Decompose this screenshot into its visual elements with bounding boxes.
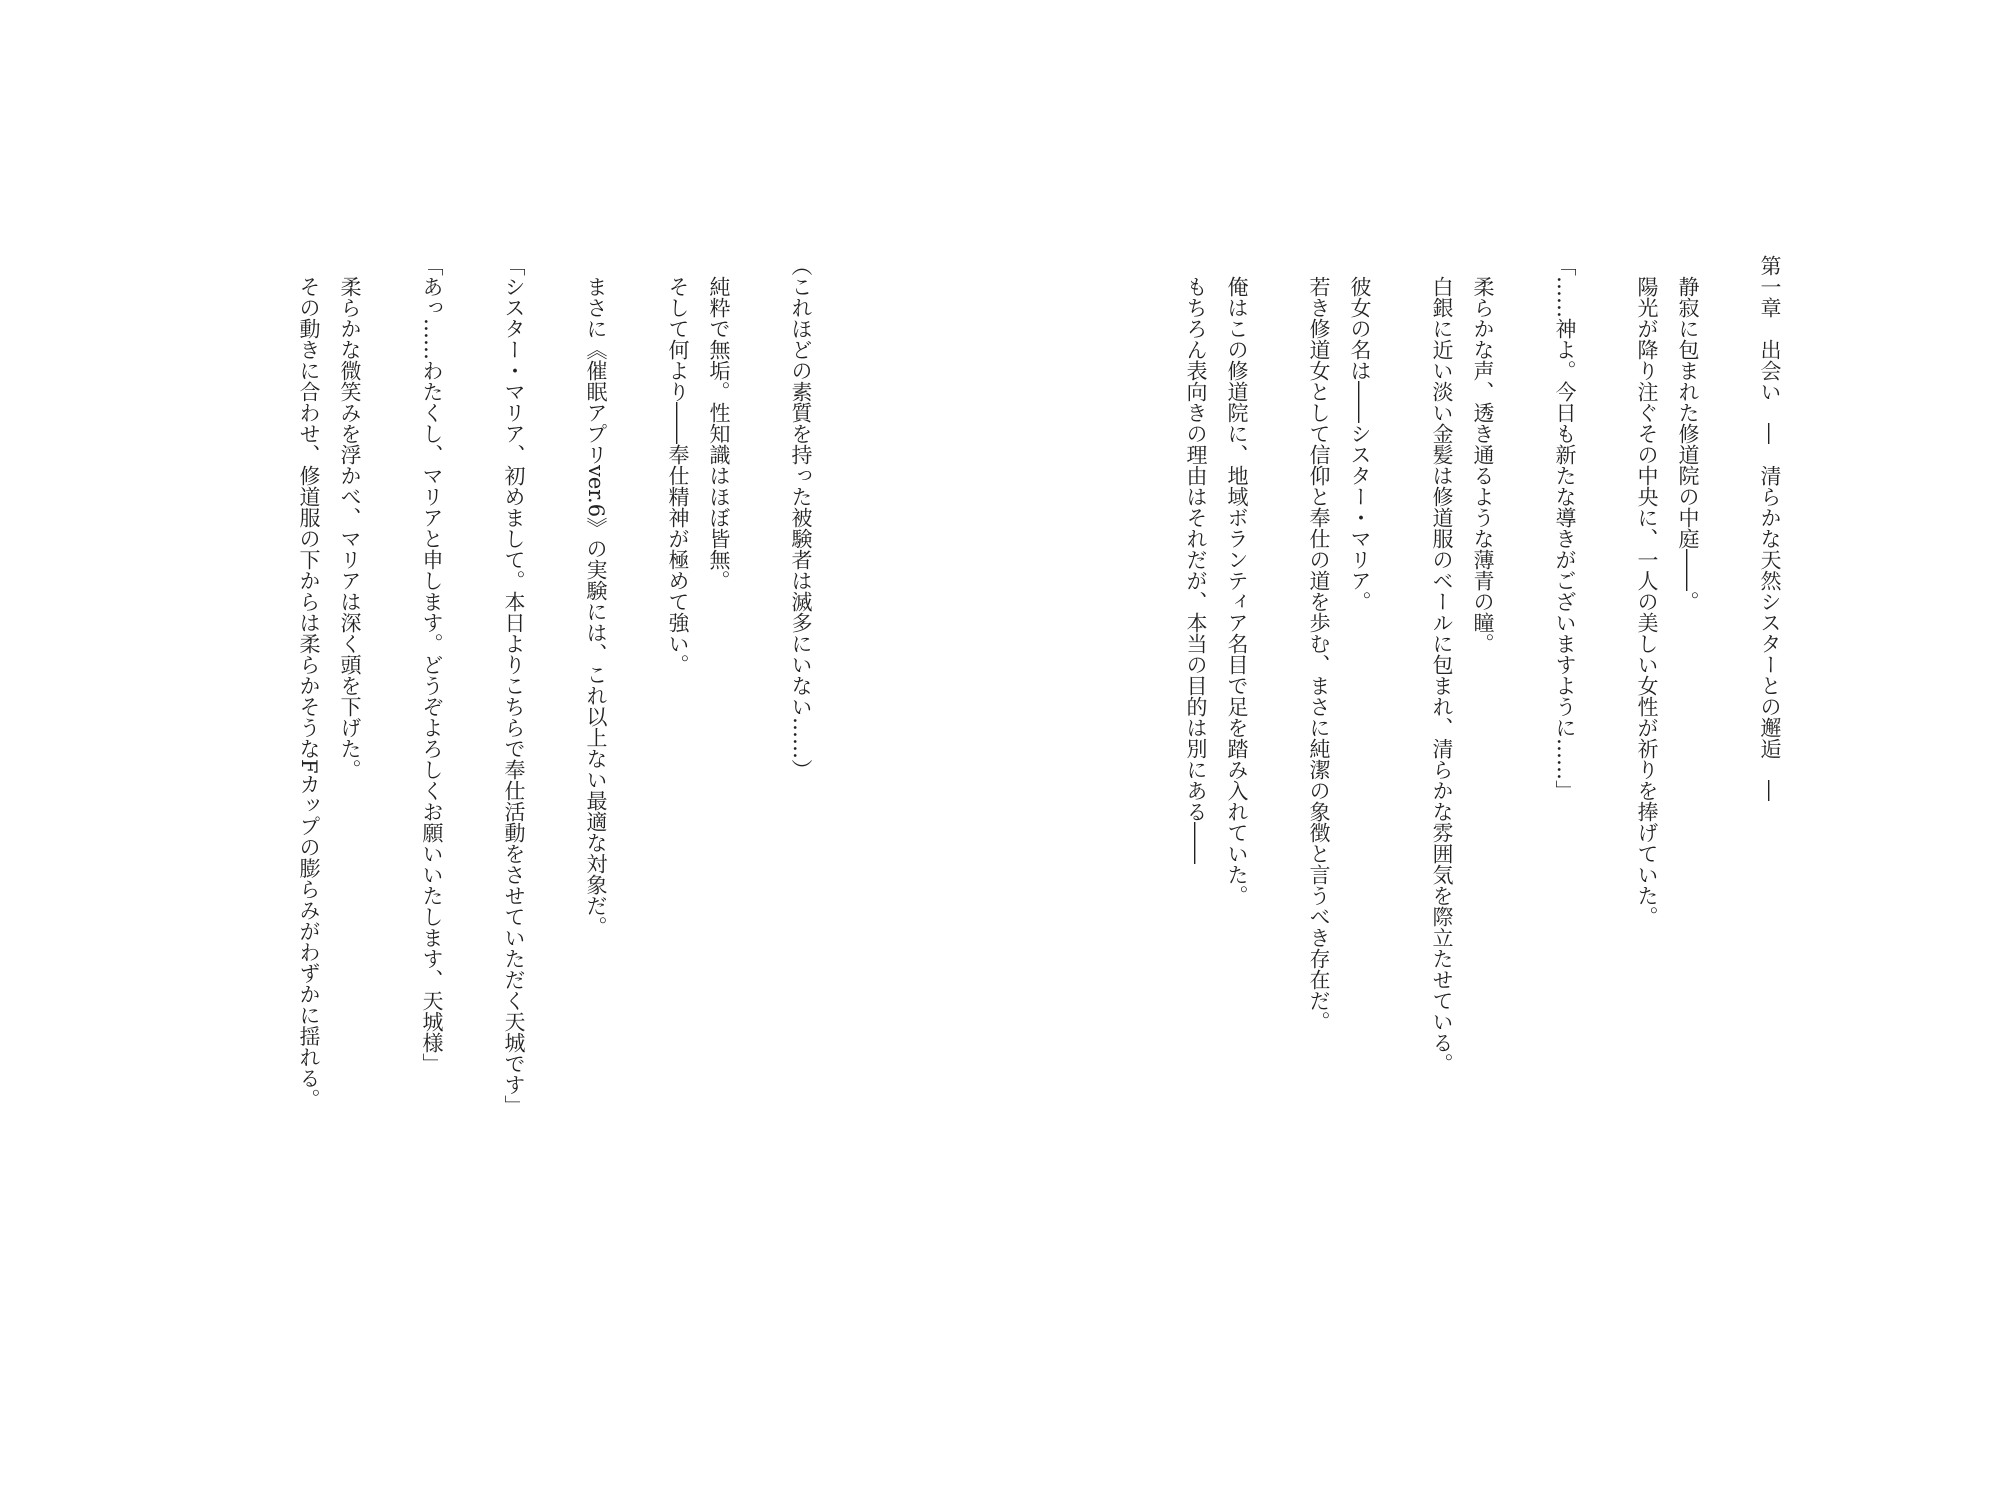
vertical-text-block [288, 255, 1790, 1145]
chapter-title: 第一章 出会い ― 清らかな天然シスターとの邂逅 ― [1758, 255, 1782, 801]
text-line: 柔らかな微笑みを浮かべ、マリアは深く頭を下げた。 [338, 255, 362, 780]
text-line: もちろん表向きの理由はそれだが、本当の目的は別にある―― [1184, 255, 1208, 864]
text-line: 白銀に近い淡い金髪は修道服のベールに包まれ、清らかな雰囲気を際立たせている。 [1430, 255, 1454, 1074]
text-line: 陽光が降り注ぐその中央に、一人の美しい女性が祈りを捧げていた。 [1635, 255, 1659, 927]
text-line: 柔らかな声、透き通るような薄青の瞳。 [1471, 255, 1495, 654]
text-line: 彼女の名は――シスター・マリア。 [1348, 255, 1372, 612]
text-line: 俺はこの修道院に、地域ボランティア名目で足を踏み入れていた。 [1225, 255, 1249, 906]
text-line: まさに《催眠アプリver.6》の実験には、これ以上ない最適な対象だ。 [584, 255, 608, 938]
dialogue-line: 「あっ……わたくし、マリアと申します。どうぞよろしくお願いいたします、天城様」 [420, 255, 444, 1074]
text-line: 静寂に包まれた修道院の中庭――。 [1676, 255, 1700, 612]
dialogue-line: 「シスター・マリア、初めまして。本日よりこちらで奉仕活動をさせていただく天城です」 [502, 255, 526, 1116]
text-line: 若き修道女として信仰と奉仕の道を歩む、まさに純潔の象徴と言うべき存在だ。 [1307, 255, 1331, 1032]
text-line: そして何より――奉仕精神が極めて強い。 [666, 255, 690, 675]
text-line: 純粋で無垢。性知識はほぼ皆無。 [707, 255, 731, 591]
dialogue-line: 「……神よ。今日も新たな導きがございますように……」 [1553, 255, 1577, 801]
thought-line: （これほどの素質を持った被験者は滅多にいない……） [789, 255, 813, 780]
text-line: その動きに合わせ、修道服の下からは柔らかそうなFカップの膨らみがわずかに揺れる。 [297, 255, 321, 1110]
